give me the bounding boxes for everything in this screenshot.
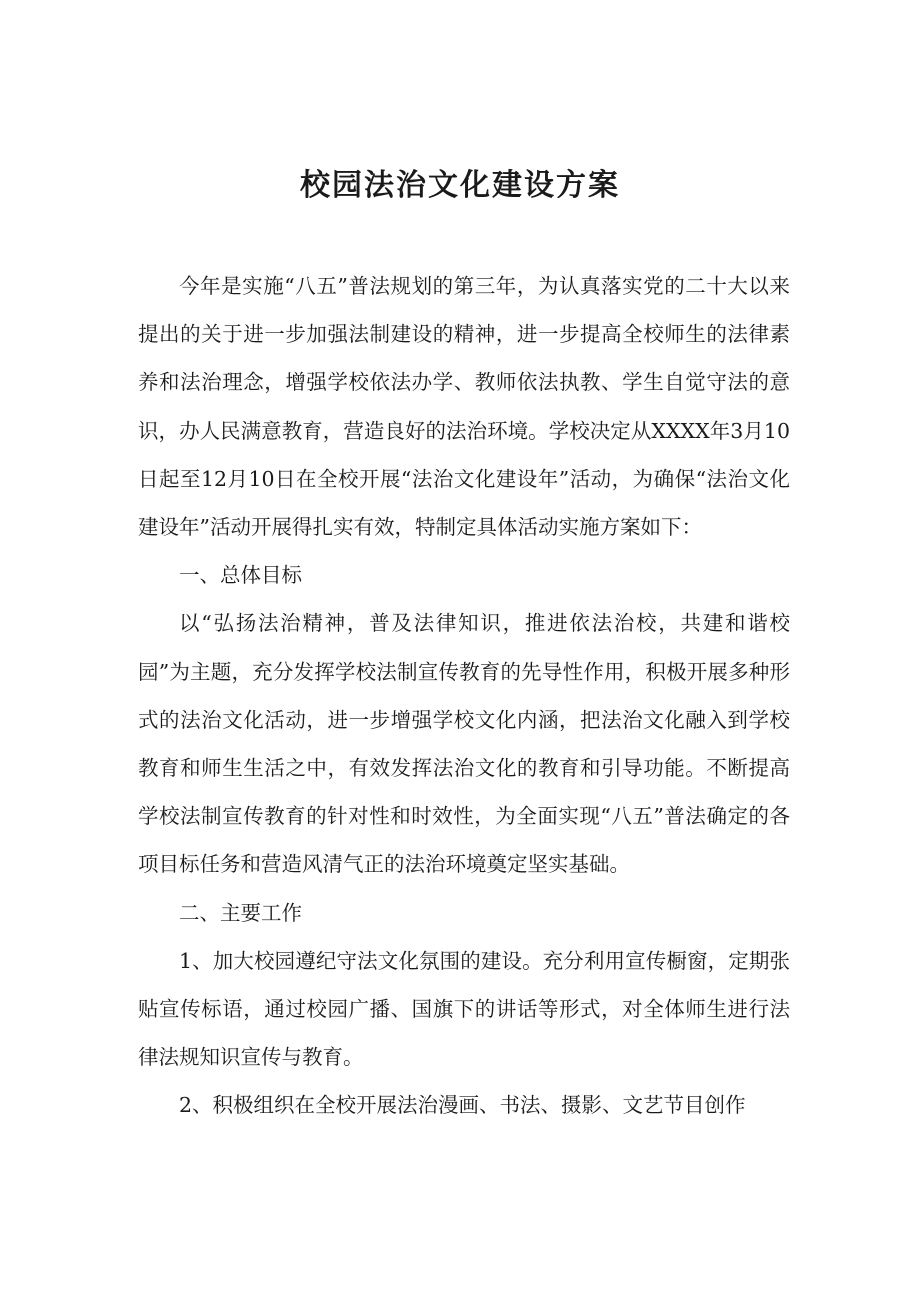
work-item-1-paragraph: 1、加大校园遵纪守法文化氛围的建设。充分利用宣传橱窗，定期张贴宣传标语，通过校园广播、国旗下的讲话等形式，对全体师生进行法律法规知识宣传与教育。 <box>138 948 790 1070</box>
section-heading-goals: 一、总体目标 <box>179 563 302 588</box>
section-heading-main-work: 二、主要工作 <box>179 900 302 925</box>
document-title: 校园法治文化建设方案 <box>300 168 620 203</box>
goals-paragraph: 以“弘扬法治精神，普及法律知识，推进依法治校，共建和谐校园”为主题，充分发挥学校法制宣传教育的先导性作用，积极开展多种形式的法治文化活动，进一步增强学校文化内涵，把法治文化融入到学校教育和师生生活之中，有效发挥法治文化的教育和引导功能。不断提高学校法制宣传教育的针对性和时效性，为全面实现“八五”普法确定的各项目标任务和营造风清气正的法治环境奠定坚实基础。 <box>138 611 790 877</box>
work-item-2-paragraph: 2、积极组织在全校开展法治漫画、书法、摄影、文艺节目创作 <box>179 1093 746 1118</box>
intro-paragraph: 今年是实施“八五”普法规划的第三年，为认真落实党的二十大以来提出的关于进一步加强法制建设的精神，进一步提高全校师生的法律素养和法治理念，增强学校依法办学、教师依法执教、学生自觉守法的意识，办人民满意教育，营造良好的法治环境。学校决定从XXXX年3月10日起至12月10日在全校开展“法治文化建设年”活动，为确保“法治文化建设年”活动开展得扎实有效，特制定具体活动实施方案如下： <box>138 274 790 540</box>
document-body <box>138 262 790 1130</box>
